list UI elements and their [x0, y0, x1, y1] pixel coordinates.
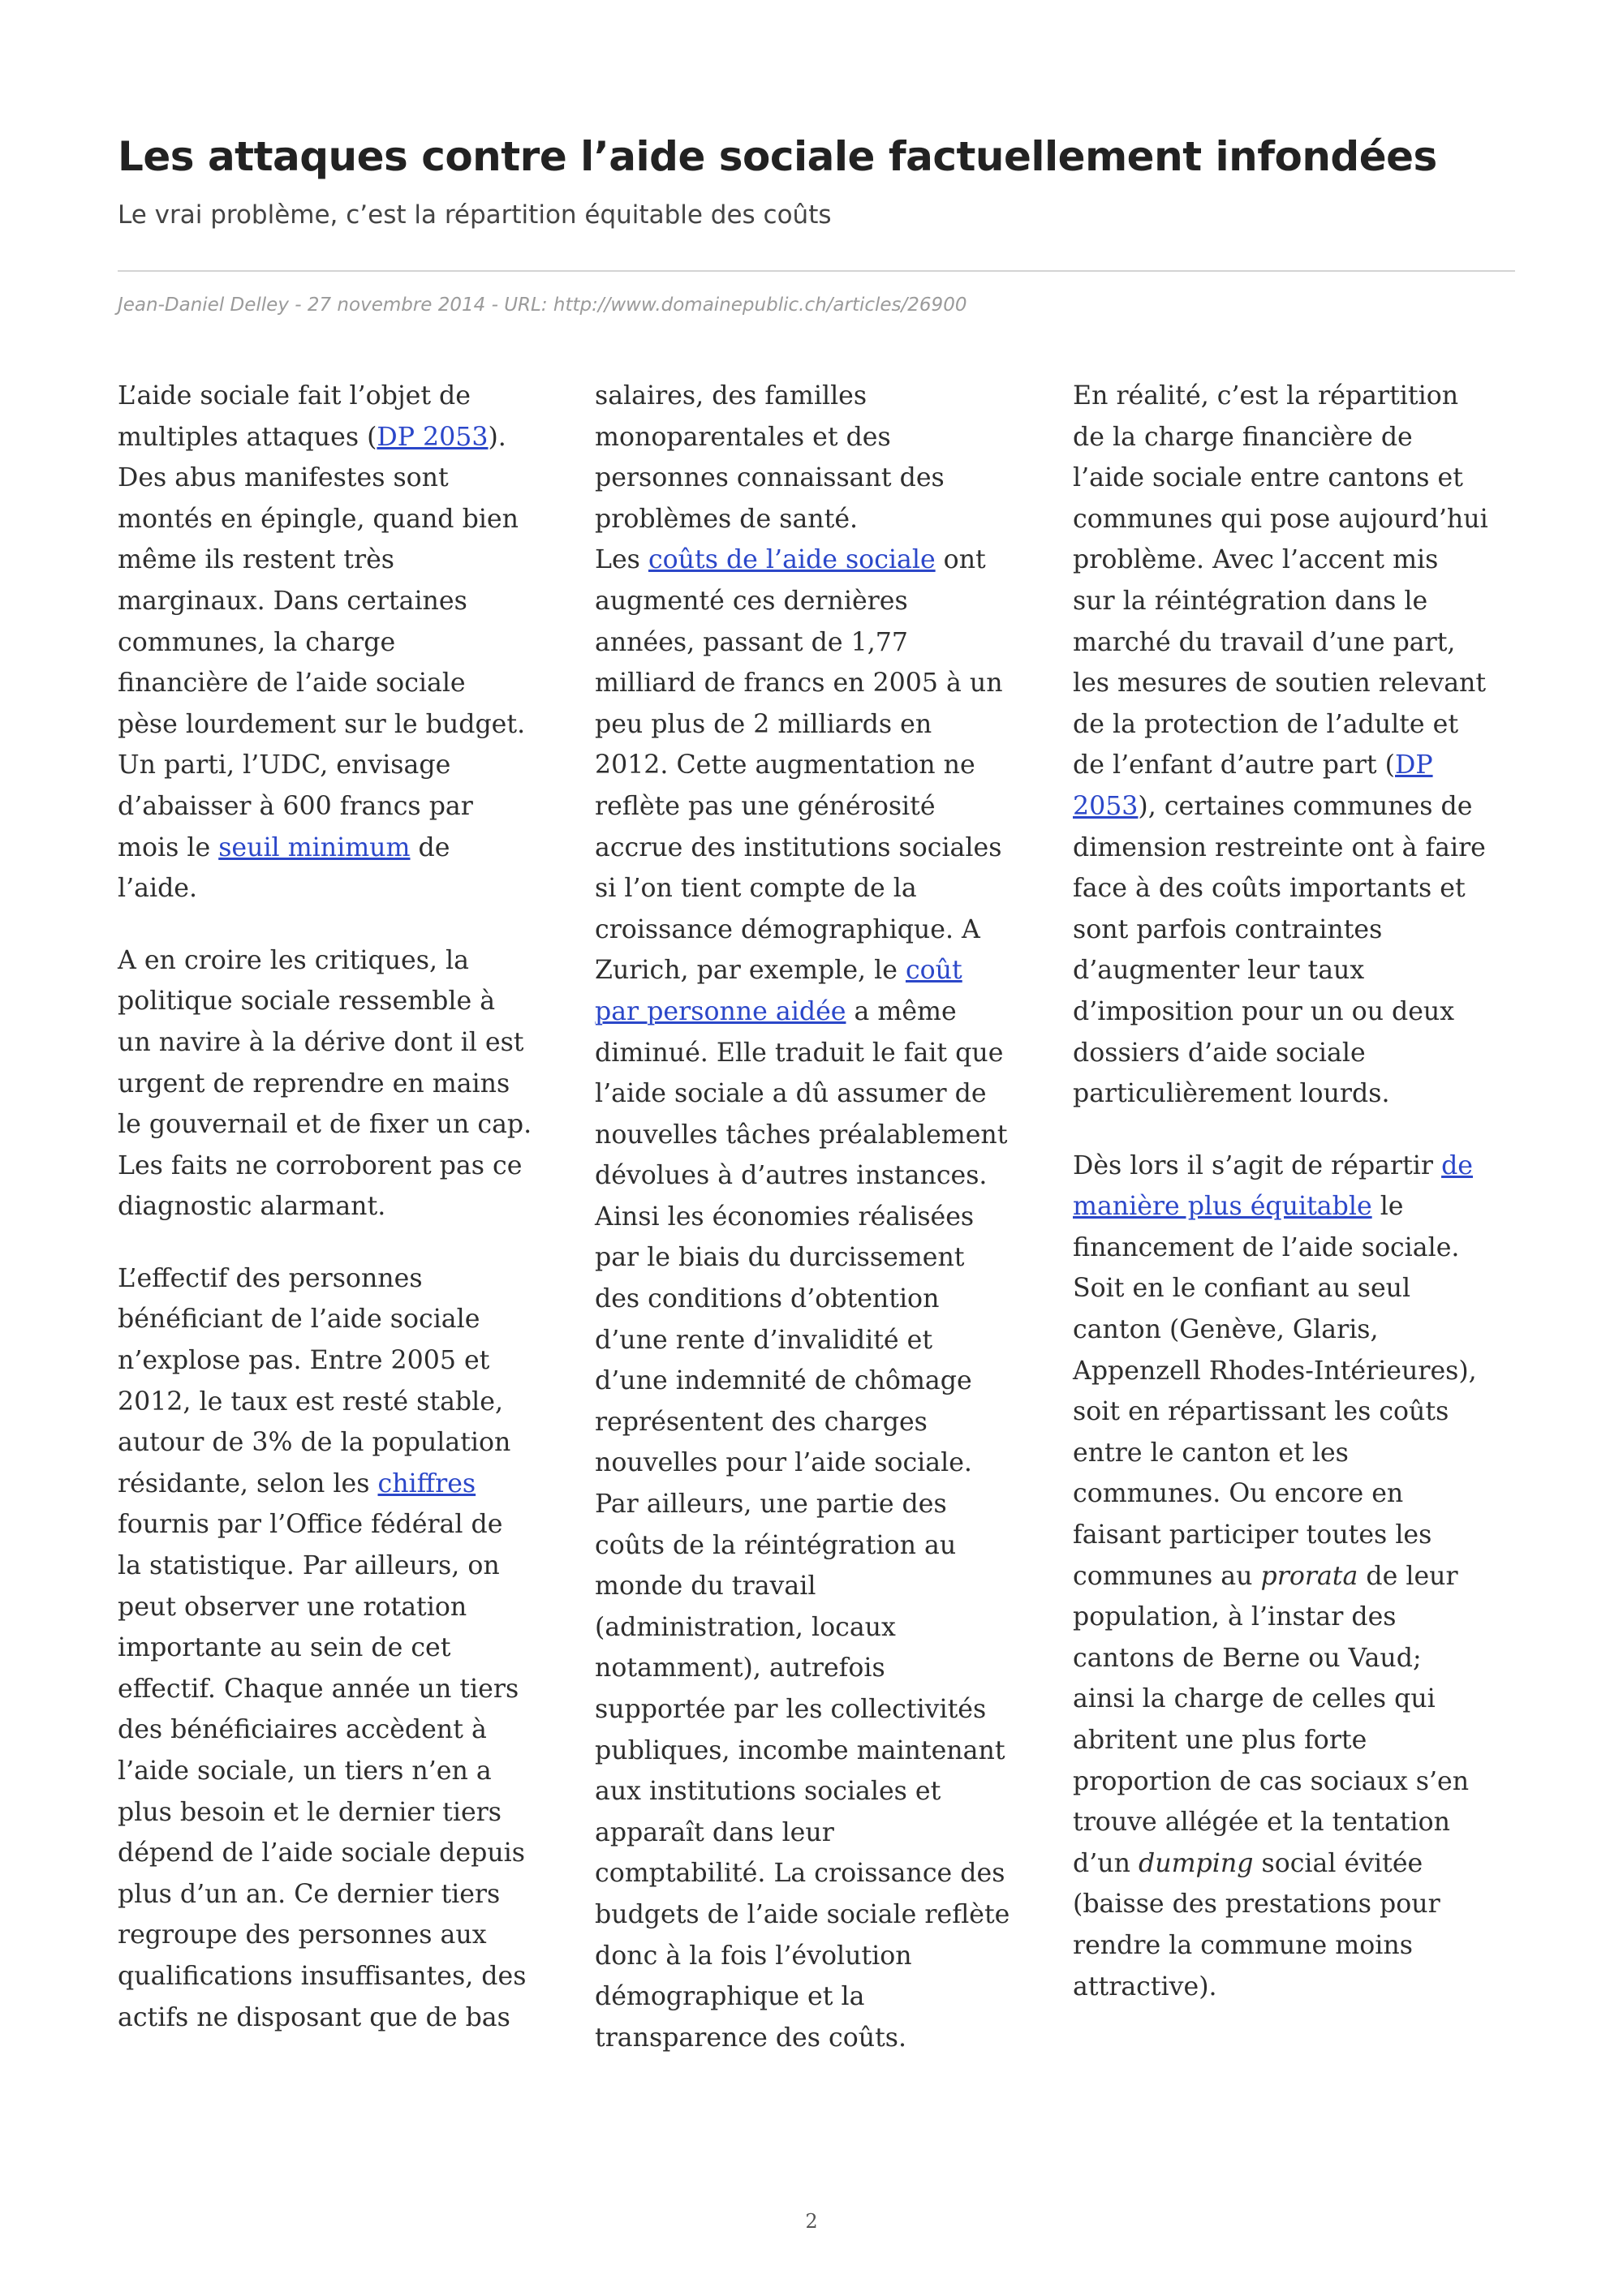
paragraph — [118, 1258, 568, 2038]
seuil-minimum-link[interactable]: seuil minimum — [218, 832, 411, 862]
couts-aide-sociale-link[interactable]: coûts de l’aide sociale — [648, 545, 936, 575]
text-line: qualifications insuffisantes, des — [118, 1961, 527, 1991]
text-line: monde du travail — [595, 1572, 816, 1602]
text-line: financière de l’aide sociale — [118, 669, 466, 699]
text-column-2 — [595, 376, 1045, 2058]
text-run: résidante, selon les — [118, 1468, 378, 1498]
text-line: Ainsi les économies réalisées — [595, 1202, 975, 1232]
text-line — [595, 950, 1045, 991]
text-line: Soit en le confiant au seul — [1073, 1274, 1411, 1304]
text-line: un navire à la dérive dont il est — [118, 1027, 524, 1057]
text-line: 2012. Cette augmentation ne — [595, 750, 975, 780]
text-line: (administration, locaux — [595, 1612, 896, 1642]
text-line: montés en épingle, quand bien — [118, 504, 519, 534]
text-line: des bénéficiaires accèdent à — [118, 1715, 487, 1745]
text-line — [595, 540, 1045, 581]
dp-2053-link[interactable]: DP 2053 — [377, 422, 489, 452]
text-line: le gouvernail et de fixer un cap. — [118, 1110, 532, 1140]
text-line: apparaît dans leur — [595, 1817, 834, 1847]
text-line — [118, 1464, 568, 1505]
text-line: aux institutions sociales et — [595, 1777, 941, 1807]
article-byline: Jean-Daniel Delley - 27 novembre 2014 - URL: http://www.domainepublic.ch/articles/26900 — [118, 295, 967, 316]
text-line: l’aide sociale entre cantons et — [1073, 463, 1463, 493]
text-line — [1073, 1843, 1523, 1885]
text-run: de l’enfant d’autre part ( — [1073, 750, 1395, 780]
text-run: mois le — [118, 832, 219, 862]
text-line: accrue des institutions sociales — [595, 832, 1002, 862]
text-line — [1073, 1146, 1523, 1187]
text-line: problème. Avec l’accent mis — [1073, 545, 1439, 575]
text-line: milliard de francs en 2005 à un — [595, 669, 1003, 699]
text-line: canton (Genève, Glaris, — [1073, 1315, 1379, 1345]
text-line: croissance démographique. A — [595, 914, 980, 944]
text-line: représentent des charges — [595, 1407, 928, 1437]
text-line: peu plus de 2 milliards en — [595, 709, 932, 739]
text-line: (baisse des prestations pour — [1073, 1890, 1440, 1920]
text-line: dévolues à d’autres instances. — [595, 1161, 988, 1191]
text-run: d’un — [1073, 1848, 1139, 1878]
text-run: de — [410, 832, 450, 862]
text-line: l’aide sociale a dû assumer de — [595, 1079, 987, 1109]
text-line — [1073, 745, 1523, 786]
paragraph — [1073, 1146, 1523, 2007]
text-line — [1073, 786, 1523, 828]
cout-par-personne-link-cont[interactable]: par personne aidée — [595, 996, 846, 1026]
text-line: des conditions d’obtention — [595, 1284, 940, 1314]
text-line: importante au sein de cet — [118, 1633, 451, 1663]
text-line: diminué. Elle traduit le fait que — [595, 1038, 1004, 1068]
text-line: bénéficiant de l’aide sociale — [118, 1305, 480, 1335]
paragraph — [118, 376, 568, 909]
text-line: donc à la fois l’évolution — [595, 1941, 912, 1971]
text-line: années, passant de 1,77 — [595, 627, 908, 657]
text-line: financement de l’aide sociale. — [1073, 1232, 1460, 1262]
maniere-equitable-link-cont[interactable]: manière plus équitable — [1073, 1192, 1372, 1222]
text-run: de leur — [1358, 1561, 1458, 1591]
header-divider — [118, 270, 1515, 272]
text-line: L’effectif des personnes — [118, 1263, 423, 1293]
text-line: dossiers d’aide sociale — [1073, 1038, 1366, 1068]
text-line: de la protection de l’adulte et — [1073, 709, 1459, 739]
italic-run: prorata — [1260, 1561, 1358, 1591]
text-line: Des abus manifestes sont — [118, 463, 449, 493]
text-run: social évitée — [1253, 1848, 1423, 1878]
article-subtitle: Le vrai problème, c’est la répartition équitable des coûts — [118, 200, 832, 230]
text-line: regroupe des personnes aux — [118, 1920, 487, 1950]
text-line: plus d’un an. Ce dernier tiers — [118, 1879, 501, 1909]
text-line: diagnostic alarmant. — [118, 1192, 386, 1222]
dp-2053-link-2[interactable]: DP — [1395, 750, 1433, 780]
text-line — [118, 828, 568, 869]
text-run: ). — [488, 422, 506, 452]
text-line: démographique et la — [595, 1982, 865, 2012]
paragraph — [1073, 376, 1523, 1115]
text-run: ), certaines communes de — [1138, 791, 1473, 821]
text-line: rendre la commune moins — [1073, 1930, 1413, 1960]
text-run: multiples attaques ( — [118, 422, 377, 452]
maniere-equitable-link[interactable]: de — [1441, 1150, 1473, 1180]
text-line: actifs ne disposant que de bas — [118, 2002, 510, 2032]
text-line: même ils restent très — [118, 545, 395, 575]
text-line: budgets de l’aide sociale reflète — [595, 1899, 1010, 1929]
text-line: soit en répartissant les coûts — [1073, 1397, 1449, 1427]
text-line — [118, 417, 568, 458]
text-line: de la charge financière de — [1073, 422, 1413, 452]
text-line: d’une indemnité de chômage — [595, 1366, 972, 1396]
text-line: d’augmenter leur taux — [1073, 956, 1365, 986]
text-line: effectif. Chaque année un tiers — [118, 1674, 519, 1704]
text-line: fournis par l’Office fédéral de — [118, 1510, 503, 1540]
text-run: Zurich, par exemple, le — [595, 956, 906, 986]
text-line: personnes connaissant des — [595, 463, 945, 493]
text-line: notamment), autrefois — [595, 1653, 885, 1683]
text-line: ainsi la charge de celles qui — [1073, 1684, 1436, 1714]
text-line: dimension restreinte ont à faire — [1073, 832, 1486, 862]
text-line: salaires, des familles — [595, 381, 867, 411]
text-line: problèmes de santé. — [595, 504, 859, 534]
text-line: comptabilité. La croissance des — [595, 1859, 1005, 1889]
text-line: l’aide sociale, un tiers n’en a — [118, 1756, 492, 1786]
text-line: n’explose pas. Entre 2005 et — [118, 1346, 490, 1376]
text-line: abritent une plus forte — [1073, 1726, 1367, 1755]
text-line: reflète pas une générosité — [595, 791, 936, 821]
text-line: augmenté ces dernières — [595, 586, 908, 616]
text-line: d’une rente d’invalidité et — [595, 1325, 933, 1355]
text-line: Par ailleurs, une partie des — [595, 1490, 947, 1520]
text-line: Les faits ne corroborent pas ce — [118, 1150, 523, 1180]
text-line: 2012, le taux est resté stable, — [118, 1387, 503, 1417]
text-line: d’abaisser à 600 francs par — [118, 791, 473, 821]
text-line: autour de 3% de la population — [118, 1428, 511, 1458]
text-line: Un parti, l’UDC, envisage — [118, 750, 451, 780]
text-line: publiques, incombe maintenant — [595, 1735, 1005, 1765]
text-line: si l’on tient compte de la — [595, 874, 917, 904]
text-line: Appenzell Rhodes-Intérieures), — [1073, 1356, 1477, 1386]
text-line: attractive). — [1073, 1971, 1217, 2001]
text-line: sont parfois contraintes — [1073, 914, 1383, 944]
text-line: entre le canton et les — [1073, 1438, 1349, 1468]
text-line: population, à l’instar des — [1073, 1602, 1397, 1632]
text-line: supportée par les collectivités — [595, 1695, 987, 1724]
text-line: L’aide sociale fait l’objet de — [118, 381, 471, 411]
text-run: communes au — [1073, 1561, 1261, 1591]
text-line: trouve allégée et la tentation — [1073, 1808, 1451, 1838]
text-line: faisant participer toutes les — [1073, 1520, 1432, 1550]
text-line: peut observer une rotation — [118, 1592, 467, 1622]
text-line: nouvelles tâches préalablement — [595, 1120, 1008, 1150]
text-line: urgent de reprendre en mains — [118, 1068, 510, 1099]
text-line: A en croire les critiques, la — [118, 945, 469, 975]
text-line: nouvelles pour l’aide sociale. — [595, 1448, 972, 1478]
text-line: marché du travail d’une part, — [1073, 627, 1456, 657]
paragraph — [118, 940, 568, 1228]
paragraph — [595, 376, 1045, 2058]
text-line: communes qui pose aujourd’hui — [1073, 504, 1488, 534]
text-line: par le biais du durcissement — [595, 1243, 965, 1273]
text-line: coûts de la réintégration au — [595, 1530, 957, 1560]
text-line — [595, 991, 1045, 1033]
text-column-3 — [1073, 376, 1523, 2007]
chiffres-link[interactable]: chiffres — [377, 1468, 476, 1498]
text-line: l’aide. — [118, 874, 198, 904]
text-line — [1073, 1186, 1523, 1228]
text-run: Les — [595, 545, 648, 575]
text-line — [1073, 1556, 1523, 1597]
text-run: a même — [846, 996, 957, 1026]
dp-2053-link-2-cont[interactable]: 2053 — [1073, 791, 1139, 821]
cout-par-personne-link[interactable]: coût — [905, 956, 962, 986]
text-line: cantons de Berne ou Vaud; — [1073, 1643, 1422, 1673]
text-line: face à des coûts importants et — [1073, 874, 1466, 904]
text-line: sur la réintégration dans le — [1073, 586, 1428, 616]
text-line: dépend de l’aide sociale depuis — [118, 1838, 525, 1868]
page-number: 2 — [805, 2210, 818, 2233]
text-line: monoparentales et des — [595, 422, 891, 452]
italic-run: dumping — [1139, 1848, 1254, 1878]
text-line: En réalité, c’est la répartition — [1073, 381, 1459, 411]
text-line: d’imposition pour un ou deux — [1073, 996, 1455, 1026]
text-line: communes. Ou encore en — [1073, 1479, 1404, 1509]
text-run: Dès lors il s’agit de répartir — [1073, 1150, 1442, 1180]
text-line: plus besoin et le dernier tiers — [118, 1797, 502, 1827]
text-line: la statistique. Par ailleurs, on — [118, 1551, 500, 1581]
text-line: les mesures de soutien relevant — [1073, 669, 1487, 699]
text-run: ont — [935, 545, 986, 575]
text-line: politique sociale ressemble à — [118, 987, 496, 1017]
text-column-1 — [118, 376, 568, 2038]
text-line: communes, la charge — [118, 627, 396, 657]
text-line: proportion de cas sociaux s’en — [1073, 1766, 1470, 1796]
text-line: pèse lourdement sur le budget. — [118, 709, 526, 739]
text-line: marginaux. Dans certaines — [118, 586, 467, 616]
text-run: le — [1371, 1192, 1404, 1222]
text-line: particulièrement lourds. — [1073, 1079, 1390, 1109]
text-line: transparence des coûts. — [595, 2023, 907, 2053]
article-title: Les attaques contre l’aide sociale factuellement infondées — [118, 133, 1437, 180]
